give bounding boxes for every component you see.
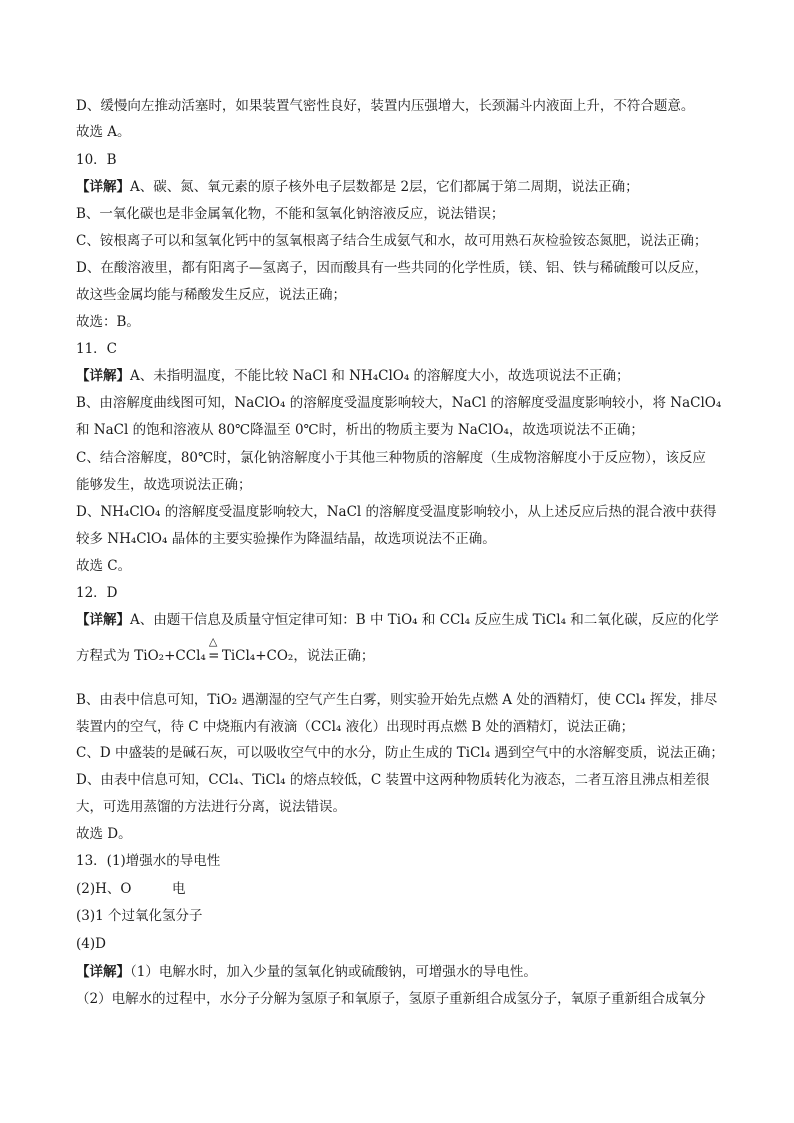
equation-line: [76, 635, 726, 666]
equation-suffix: ，说法正确；: [293, 648, 375, 664]
text-line: B、由表中信息可知，TiO₂ 遇潮湿的空气产生白雾，则实验开始先点燃 A 处的酒精灯，使 CCl₄ 挥发，排尽: [76, 692, 718, 708]
text-line: 10．B: [76, 152, 117, 168]
text-line: 较多 NH₄ClO₄ 晶体的主要实验操作为降温结晶，故选项说法不正确。: [76, 531, 496, 547]
detail-text: A、碳、氮、氧元素的原子核外电子层数都是 2层，它们都属于第二周期，说法正确；: [130, 179, 639, 195]
text-line: C、D 中盛装的是碱石灰，可以吸收空气中的水分，防止生成的 TiCl₄ 遇到空气中的水溶解变质，说法正确；: [76, 745, 724, 761]
text-line: 11．C: [76, 341, 118, 357]
text-line: 装置内的空气，待 C 中烧瓶内有液滴（CCl₄ 液化）出现时再点燃 B 处的酒精灯，说法正确；: [76, 719, 635, 735]
text-line: (2)H、O 电: [76, 881, 186, 897]
text-line: 和 NaCl 的饱和溶液从 80℃降温至 0℃时，析出的物质主要为 NaClO₄，故选项说法不正确；: [76, 422, 644, 438]
text-line: D、NH₄ClO₄ 的溶解度受温度影响较大，NaCl 的溶解度受温度影响较小，从上述反应后热的混合液中获得: [76, 504, 717, 520]
detail-label: 【详解】: [76, 368, 130, 384]
text-line: 故选 A。: [76, 124, 131, 140]
text-line: [76, 962, 726, 982]
text-line: （2）电解水的过程中，水分子分解为氢原子和氧原子，氢原子重新组合成氢分子，氧原子重新组合成氧分: [76, 991, 706, 1007]
text-line: B、一氧化碳也是非金属氧化物，不能和氢氧化钠溶液反应，说法错误；: [76, 206, 505, 222]
equation-products: TiCl₄+CO₂: [221, 648, 294, 664]
text-line: 13．(1)增强水的导电性: [76, 853, 221, 869]
text-line: B、由溶解度曲线图可知，NaClO₄ 的溶解度受温度影响较大，NaCl 的溶解度受温度影响较小，将 NaClO₄: [76, 395, 722, 411]
equation-prefix: 方程式为: [76, 648, 135, 664]
text-line: 大，可选用蒸馏的方法进行分离，说法错误。: [76, 799, 346, 815]
text-line: 故选 D。: [76, 826, 132, 842]
text-line: (3)1 个过氧化氢分子: [76, 908, 203, 924]
reaction-condition: △ =: [206, 646, 222, 666]
text-line: C、铵根离子可以和氢氧化钙中的氢氧根离子结合生成氨气和水，故可用熟石灰检验铵态氮肥，说法正确；: [76, 233, 708, 249]
text-line: [76, 366, 726, 386]
text-line: 故这些金属均能与稀酸发生反应，说法正确；: [76, 287, 346, 303]
equation-reactants: TiO₂+CCl₄: [134, 648, 206, 664]
detail-text: A、由题干信息及质量守恒定律可知：B 中 TiO₄ 和 CCl₄ 反应生成 TiCl₄ 和二氧化碳，反应的化学: [130, 612, 719, 628]
detail-text: （1）电解水时，加入少量的氢氧化钠或硫酸钠，可增强水的导电性。: [130, 964, 537, 980]
detail-text: A、未指明温度，不能比较 NaCl 和 NH₄ClO₄ 的溶解度大小，故选项说法不正确；: [130, 368, 630, 384]
text-line: D、缓慢向左推动活塞时，如果装置气密性良好，装置内压强增大，长颈漏斗内液面上升，不符合题意。: [76, 98, 695, 114]
detail-label: 【详解】: [76, 612, 130, 628]
text-line: 故选 C。: [76, 558, 132, 574]
heat-symbol: △: [208, 635, 218, 648]
text-line: D、在酸溶液里，都有阳离子—氢离子，因而酸具有一些共同的化学性质，镁、铝、铁与稀硫酸可以反应，: [76, 260, 708, 276]
detail-label: 【详解】: [76, 179, 130, 195]
text-line: D、由表中信息可知，CCl₄、TiCl₄ 的熔点较低，C 装置中这两种物质转化为液态，二者互溶且沸点相差很: [76, 772, 710, 788]
detail-label: 【详解】: [76, 964, 130, 980]
text-line: 能够发生，故选项说法正确；: [76, 477, 252, 493]
text-line: [76, 610, 726, 630]
text-line: (4)D: [76, 936, 106, 952]
text-line: C、结合溶解度，80℃时，氯化钠溶解度小于其他三种物质的溶解度（生成物溶解度小于反应物），该反应: [76, 450, 706, 466]
text-line: 故选：B。: [76, 314, 140, 330]
text-line: [76, 177, 726, 197]
text-line: 12．D: [76, 585, 118, 601]
